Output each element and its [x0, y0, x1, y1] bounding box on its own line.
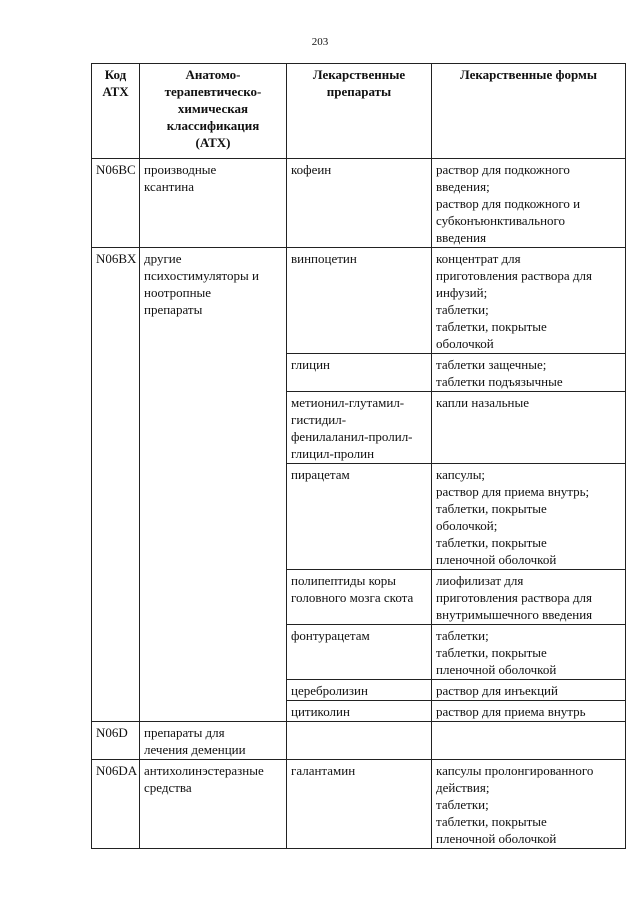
dosage-form-line: приготовления раствора для	[436, 268, 592, 283]
dosage-forms-cell	[432, 392, 626, 464]
dosage-forms-cell	[432, 760, 626, 849]
dosage-form-line: таблетки, покрытые	[436, 645, 547, 660]
classification-cell	[140, 248, 287, 722]
drug-line: церебролизин	[291, 683, 368, 698]
dosage-form-line: действия;	[436, 780, 490, 795]
dosage-form-line: лиофилизат для	[436, 573, 524, 588]
dosage-form-line: таблетки подъязычные	[436, 374, 563, 389]
dosage-form-line: внутримышечного введения	[436, 607, 593, 622]
header-classification-line: терапевтическо-	[164, 84, 262, 99]
header-classification-line: химическая	[177, 101, 249, 116]
atx-code-cell: N06DA	[92, 760, 140, 849]
header-classification-line: (АТХ)	[195, 135, 231, 150]
dosage-form-line: таблетки, покрытые	[436, 319, 547, 334]
dosage-form-line: таблетки, покрытые	[436, 814, 547, 829]
dosage-form-line: введения;	[436, 179, 490, 194]
drug-line: галантамин	[291, 763, 356, 778]
classification-line: ксантина	[144, 179, 195, 194]
dosage-form-line: капли назальные	[436, 395, 529, 410]
dosage-form-line: таблетки, покрытые	[436, 501, 547, 516]
header-code-line: АТХ	[102, 84, 129, 99]
table-row	[92, 248, 626, 354]
table-row	[92, 159, 626, 248]
classification-line: ноотропные	[144, 285, 212, 300]
dosage-forms-cell	[432, 464, 626, 570]
drug-line: фонтурацетам	[291, 628, 370, 643]
drug-cell	[287, 464, 432, 570]
table-header-row	[92, 64, 626, 159]
page-number: 203	[311, 36, 329, 48]
header-code-line: Код	[104, 67, 127, 82]
dosage-form-line: субконъюнктивального	[436, 213, 566, 228]
dosage-forms-cell	[432, 680, 626, 701]
drug-cell	[287, 722, 432, 760]
drug-line: кофеин	[291, 162, 332, 177]
dosage-form-line: пленочной оболочкой	[436, 662, 557, 677]
drug-line: винпоцетин	[291, 251, 357, 266]
classification-cell	[140, 760, 287, 849]
dosage-form-line: концентрат для	[436, 251, 521, 266]
dosage-form-line: оболочкой;	[436, 518, 498, 533]
drug-line: пирацетам	[291, 467, 350, 482]
classification-line: препараты	[144, 302, 203, 317]
atx-code-cell: N06BC	[92, 159, 140, 248]
classification-line: производные	[144, 162, 217, 177]
header-classification-line: классификация	[166, 118, 260, 133]
drug-line: глицил-пролин	[291, 446, 375, 461]
drug-line: метионил-глутамил-	[291, 395, 405, 410]
dosage-form-line: раствор для инъекций	[436, 683, 558, 698]
classification-line: средства	[144, 780, 192, 795]
dosage-forms-cell	[432, 354, 626, 392]
dosage-form-line: оболочкой	[436, 336, 494, 351]
dosage-form-line: введения	[436, 230, 487, 245]
drug-cell	[287, 570, 432, 625]
dosage-form-line: капсулы пролонгированного	[436, 763, 594, 778]
dosage-form-line: раствор для приема внутрь	[436, 704, 586, 719]
drug-cell	[287, 159, 432, 248]
dosage-form-line: таблетки;	[436, 302, 489, 317]
drug-line: фенилаланил-пролил-	[291, 429, 413, 444]
header-drugs-line: Лекарственные	[312, 67, 406, 82]
dosage-form-line: раствор для подкожного	[436, 162, 570, 177]
dosage-forms-cell	[432, 570, 626, 625]
dosage-form-line: инфузий;	[436, 285, 488, 300]
drug-cell	[287, 354, 432, 392]
header-code	[92, 64, 140, 159]
dosage-forms-cell	[432, 701, 626, 722]
classification-cell	[140, 159, 287, 248]
drug-cell	[287, 680, 432, 701]
classification-line: другие	[144, 251, 182, 266]
dosage-form-line: пленочной оболочкой	[436, 552, 557, 567]
classification-line: антихолинэстеразные	[144, 763, 264, 778]
dosage-form-line: таблетки защечные;	[436, 357, 547, 372]
dosage-forms-cell	[432, 248, 626, 354]
dosage-form-line: пленочной оболочкой	[436, 831, 557, 846]
header-drugs	[287, 64, 432, 159]
header-classification	[140, 64, 287, 159]
drug-line: цитиколин	[291, 704, 350, 719]
classification-line: препараты для	[144, 725, 225, 740]
drug-line: головного мозга скота	[291, 590, 414, 605]
drug-cell	[287, 760, 432, 849]
table-body	[92, 159, 626, 849]
drug-line: гистидил-	[291, 412, 347, 427]
drug-line: полипептиды коры	[291, 573, 397, 588]
dosage-form-line: капсулы;	[436, 467, 486, 482]
drug-line: глицин	[291, 357, 330, 372]
dosage-form-line: раствор для приема внутрь;	[436, 484, 590, 499]
table-row	[92, 760, 626, 849]
dosage-form-line: приготовления раствора для	[436, 590, 592, 605]
header-drugs-line: препараты	[326, 84, 392, 99]
drug-cell	[287, 248, 432, 354]
dosage-forms-cell	[432, 625, 626, 680]
classification-line: лечения деменции	[144, 742, 246, 757]
drug-cell	[287, 625, 432, 680]
drug-cell	[287, 392, 432, 464]
dosage-form-line: таблетки, покрытые	[436, 535, 547, 550]
dosage-form-line: таблетки;	[436, 628, 489, 643]
atx-code-cell: N06BX	[92, 248, 140, 722]
atx-code-cell: N06D	[92, 722, 140, 760]
header-forms	[432, 64, 626, 159]
dosage-forms-cell	[432, 159, 626, 248]
dosage-form-line: таблетки;	[436, 797, 489, 812]
header-forms-line: Лекарственные формы	[459, 67, 598, 82]
classification-line: психостимуляторы и	[144, 268, 259, 283]
atx-table	[91, 63, 626, 849]
header-classification-line: Анатомо-	[185, 67, 241, 82]
table-row	[92, 722, 626, 760]
classification-cell	[140, 722, 287, 760]
dosage-forms-cell	[432, 722, 626, 760]
dosage-form-line: раствор для подкожного и	[436, 196, 581, 211]
drug-cell	[287, 701, 432, 722]
